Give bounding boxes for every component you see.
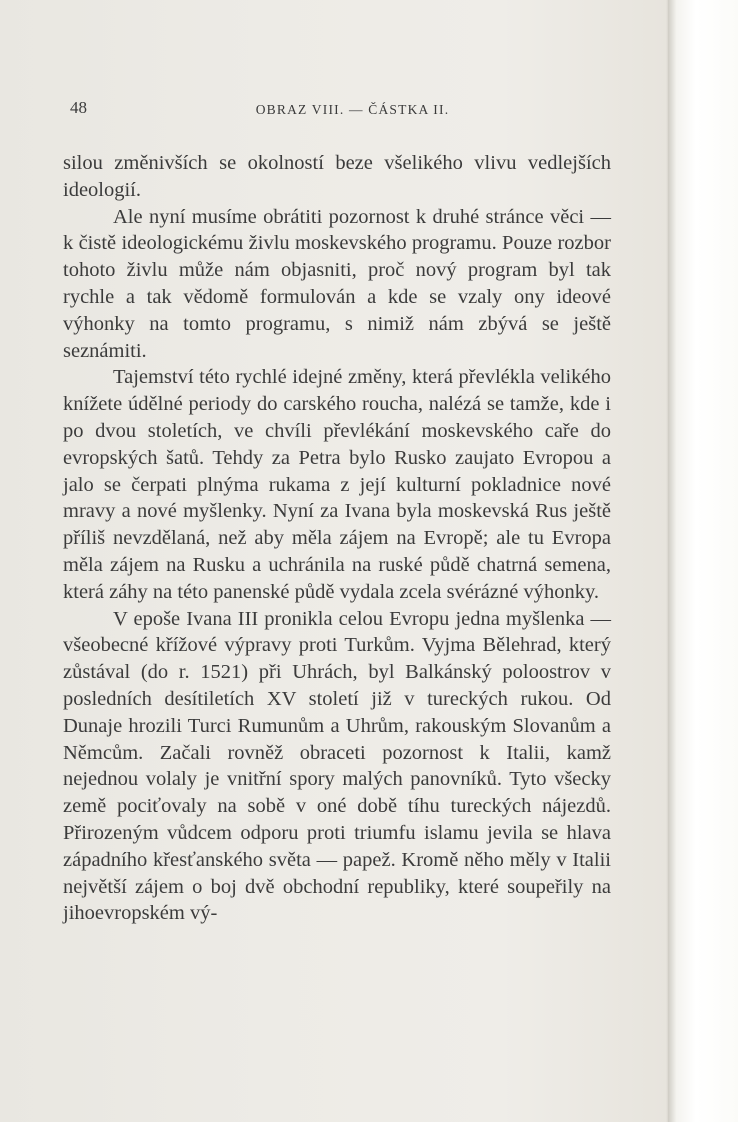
running-head (70, 98, 615, 124)
paragraph: Tajemství této rychlé idejné změny, která převlékla velikého knížete údělné periody do carského roucha, nalézá se tamže, kde i po dvou stoletích, ve chvíli převlékání moskevského caře do evropských šatů. Tehdy za Petra bylo Rusko zaujato Evropou a jalo se čerpati plnýma rukama z její kulturní pokladnice nové mravy a nové myšlenky. Nyní za Ivana byla moskevská Rus ještě příliš nevzdělaná, než aby měla zájem na Evropě; ale tu Evropa měla zájem na Rusku a uchránila na ruské půdě chatrná semena, která záhy na této panenské půdě vydala zcela svérázné výhonky. (63, 366, 611, 603)
chapter-heading: OBRAZ VIII. — ČÁSTKA II. (255, 102, 450, 117)
paragraph: silou změnivších se okolností beze všelikého vlivu vedlejších ideologií. (63, 152, 611, 201)
page-edge (668, 0, 738, 1122)
paragraph: Ale nyní musíme obrátiti pozornost k druhé stránce věci — k čistě ideologickému živlu moskevského programu. Pouze rozbor tohoto živlu může nám objasniti, proč nový program byl tak rychle a tak vědomě formulován a kde se vzaly ony ideové výhonky na tomto programu, s nimiž nám zbývá se ještě seznámiti. (63, 205, 611, 362)
page-number: 48 (70, 98, 87, 117)
paragraph: V epoše Ivana III pronikla celou Evropu jedna myšlenka — všeobecné křížové výpravy proti Turkům. Vyjma Bělehrad, který zůstával (do r. 1521) při Uhrách, byl Balkánský poloostrov v posledních desítiletích XV století již v tureckých rukou. Od Dunaje hrozili Turci Rumunům a Uhrům, rakouským Slovanům a Němcům. Začali rovněž obraceti pozornost k Italii, kamž nejednou volaly je vnitřní spory malých panovníků. Tyto všecky země pociťovaly na sobě v oné době tíhu tureckých nájezdů. Přirozeným vůdcem odporu proti triumfu islamu jevila se hlava západního křesťanského světa — papež. Kromě něho měly v Italii největší zájem o boj dvě obchodní republiky, které soupeřily na jihoevropském vý- (63, 607, 611, 925)
body-text (63, 150, 611, 927)
